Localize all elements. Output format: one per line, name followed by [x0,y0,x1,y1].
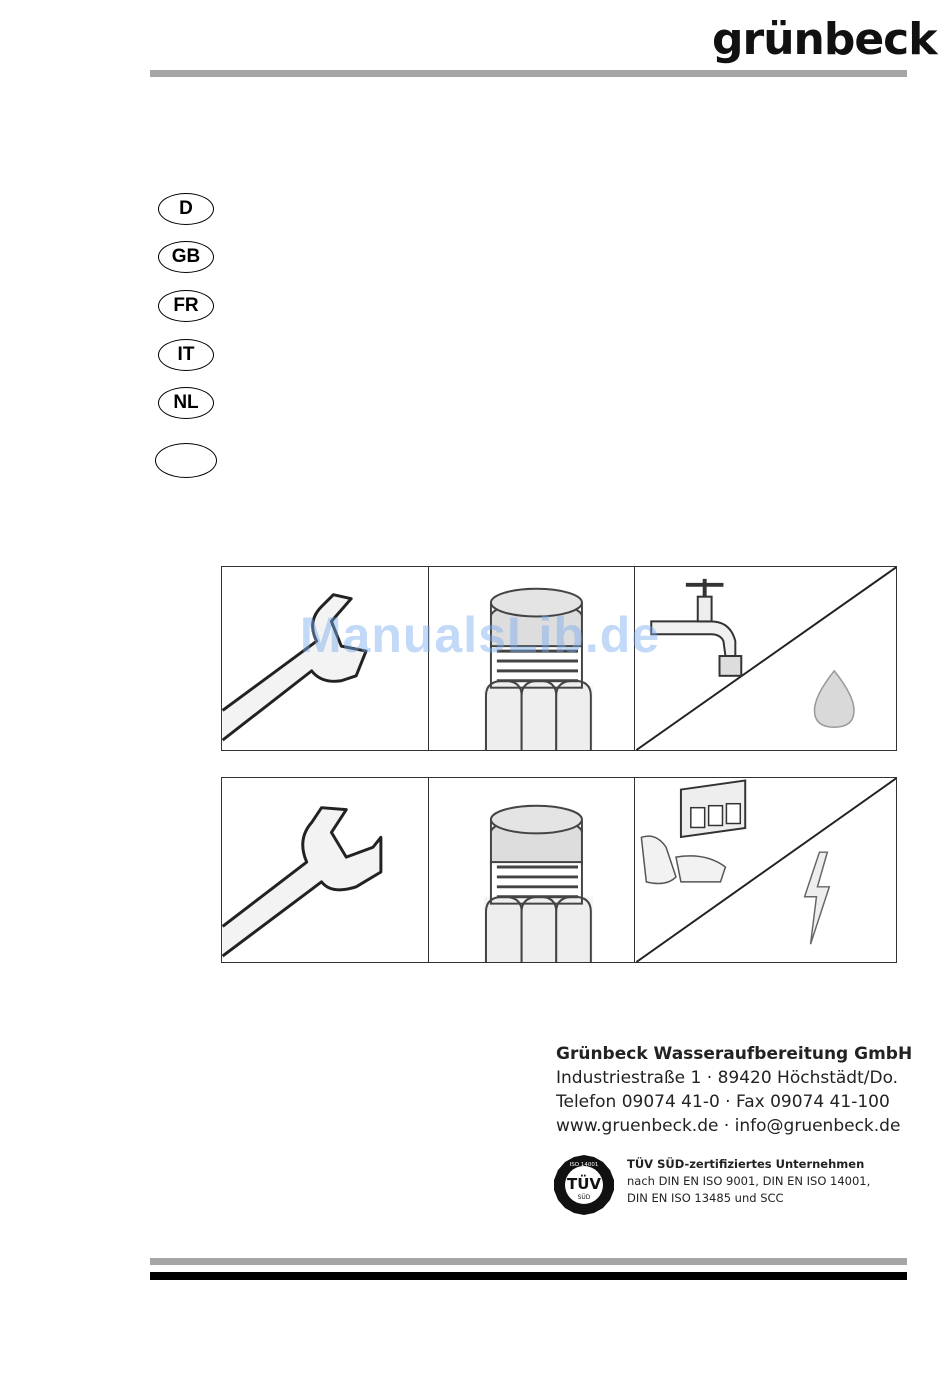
bottom-divider-grey [150,1258,907,1265]
address-web[interactable]: www.gruenbeck.de · info@gruenbeck.de [556,1116,901,1136]
bottom-divider-black [150,1272,907,1280]
language-badge-nl[interactable]: NL [158,387,214,419]
tuv-badge-main: TÜV [566,1175,602,1193]
water-shutoff-icon [635,567,897,750]
language-badge-fr[interactable]: FR [158,290,214,322]
gruenbeck-logo: grünbeck [712,14,937,65]
language-badge-it[interactable]: IT [158,339,214,371]
certification-line-2: DIN EN ISO 13485 und SCC [627,1191,784,1205]
warning-panel-power [221,777,897,963]
company-address [556,1042,916,1138]
tuv-badge-icon [553,1154,615,1216]
top-divider [150,70,907,77]
certification-line-1: nach DIN EN ISO 9001, DIN EN ISO 14001, [627,1174,871,1188]
power-shutoff-icon [635,778,897,962]
certification-text [627,1156,917,1207]
address-street: Industriestraße 1 · 89420 Höchstädt/Do. [556,1068,899,1088]
watermark: ManualsLib.de [299,607,661,663]
language-badge-empty[interactable] [155,443,217,478]
wrench-icon-2 [222,778,429,962]
company-name: Grünbeck Wasseraufbereitung GmbH [556,1044,913,1064]
certification-title: TÜV SÜD-zertifiziertes Unternehmen [627,1157,865,1171]
tuv-badge-top: ISO 14001 [569,1162,599,1168]
language-badge-d[interactable]: D [158,193,214,225]
tuv-badge-sub: SÜD [577,1194,591,1201]
closing-cap-icon-2 [429,778,635,962]
address-phone: Telefon 09074 41-0 · Fax 09074 41-100 [556,1092,890,1112]
language-badge-gb[interactable]: GB [158,241,214,273]
